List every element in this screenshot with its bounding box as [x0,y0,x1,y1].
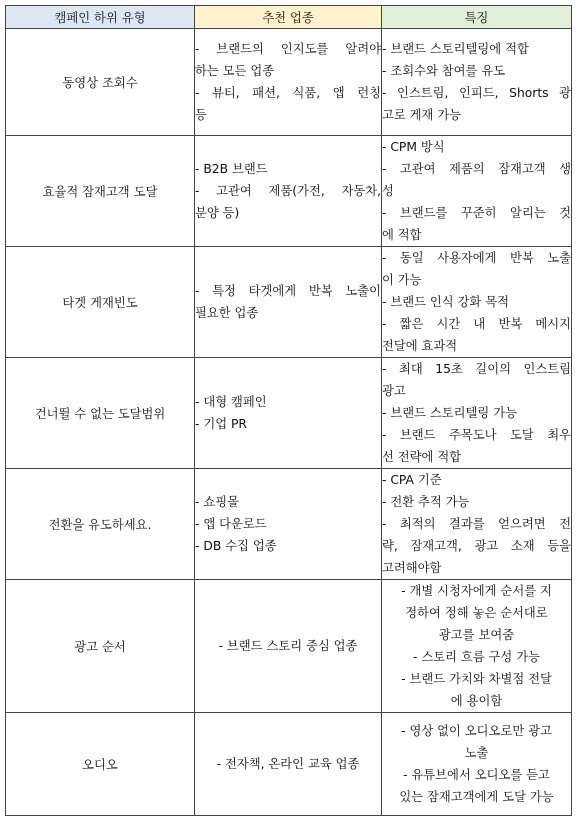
feature-line: 광고 [382,384,406,398]
campaign-type-cell: 효율적 잠재고객 도달 [6,136,195,247]
feature-line: - 브랜드 인식 강화 목적 [382,295,509,309]
feature-line: - 고관여 제품의 잠재고객 생 [382,162,571,176]
features-cell [382,358,572,469]
industry-cell [195,358,382,469]
feature-line: - 영상 없이 오디오로만 광고 [401,724,552,738]
industry-line: 등 [195,108,207,122]
industry-cell [195,580,382,713]
feature-line: 고로 게재 가능 [382,108,462,122]
feature-line: - 전환 추적 가능 [382,495,470,509]
table-row [6,469,572,580]
features-cell [382,713,572,816]
industry-cell [195,247,382,358]
industry-line: - 고관여 제품(가전, 자동차, [195,184,381,198]
feature-line: - 짧은 시간 내 반복 메시지 [382,317,571,331]
feature-line: - 동일 사용자에게 반복 노출 [382,251,571,265]
campaign-type-cell: 동영상 조회수 [6,29,195,136]
features-cell [382,136,572,247]
header-features: 특징 [382,6,572,29]
feature-line: - 브랜드를 꾸준히 알리는 것 [382,206,571,220]
industry-line: - 브랜드의 인지도를 알려야 [195,42,381,56]
feature-line: 에 용이함 [450,694,503,708]
table-row [6,247,572,358]
feature-line: - CPA 기준 [382,473,442,487]
feature-line: 노출 [464,746,489,760]
industry-cell [195,29,382,136]
feature-line: - CPM 방식 [382,140,445,154]
campaign-type-cell: 오디오 [6,713,195,816]
industry-line: - 전자책, 온라인 교육 업종 [216,757,360,771]
table-row [6,29,572,136]
industry-line: 분양 등) [195,206,240,220]
header-campaign-type: 캠페인 하위 유형 [6,6,195,29]
feature-line: 략, 잠재고객, 광고 소재 등을 [382,539,571,553]
industry-line: - DB 수집 업종 [195,539,277,553]
campaign-type-cell: 타겟 게재빈도 [6,247,195,358]
table-row [6,580,572,713]
feature-line: 선 전략에 적합 [382,450,462,464]
table-row [6,358,572,469]
features-cell [382,29,572,136]
feature-line: - 브랜드 스토리텔링에 적합 [382,42,529,56]
feature-line: 광고를 보여줌 [438,628,515,642]
features-cell [382,469,572,580]
feature-line: 전달에 효과적 [382,339,458,353]
industry-line: - 기업 PR [195,417,247,431]
feature-line: - 최적의 결과를 얻으려면 전 [382,517,571,531]
features-cell [382,580,572,713]
industry-cell [195,469,382,580]
feature-line: - 브랜드 스토리텔링 가능 [382,406,517,420]
feature-line: 성 [382,184,394,198]
feature-line: - 브랜드 가치와 차별점 전달 [401,672,552,686]
industry-line: - B2B 브랜드 [195,162,268,176]
industry-line: - 뷰티, 패션, 식품, 앱 런칭 [195,86,381,100]
table-row [6,136,572,247]
campaign-type-cell: 광고 순서 [6,580,195,713]
campaign-table [5,5,572,816]
industry-line: - 특정 타겟에게 반복 노출이 [195,284,381,298]
feature-line: 고려해야함 [382,561,442,575]
feature-line: - 조회수와 참여를 유도 [382,64,506,78]
features-cell [382,247,572,358]
header-row [6,6,572,29]
industry-line: 하는 모든 업종 [195,64,275,78]
industry-line: - 앱 다운로드 [195,517,267,531]
campaign-type-cell: 전환을 유도하세요. [6,469,195,580]
feature-line: 이 가능 [382,273,422,287]
feature-line: - 인스트림, 인피드, Shorts 광 [382,86,571,100]
industry-cell [195,136,382,247]
feature-line: 정하여 정해 놓은 순서대로 [405,606,548,620]
table-row [6,713,572,816]
feature-line: - 스토리 흐름 구성 가능 [413,650,540,664]
industry-line: - 브랜드 스토리 중심 업종 [218,639,358,653]
feature-line: 에 적합 [382,228,422,242]
campaign-type-cell: 건너뛸 수 없는 도달범위 [6,358,195,469]
feature-line: - 최대 15초 길이의 인스트림 [382,362,571,376]
header-recommended-industry: 추천 업종 [195,6,382,29]
feature-line: - 유튜브에서 오디오를 듣고 [403,768,550,782]
feature-line: - 브랜드 주목도나 도달 최우 [382,428,571,442]
feature-line: 있는 잠재고객에게 도달 가능 [399,790,554,804]
industry-line: - 대형 캠페인 [195,395,267,409]
industry-line: - 쇼핑몰 [195,495,239,509]
industry-cell [195,713,382,816]
industry-line: 필요한 업종 [195,306,259,320]
feature-line: - 개별 시청자에게 순서를 지 [401,584,552,598]
